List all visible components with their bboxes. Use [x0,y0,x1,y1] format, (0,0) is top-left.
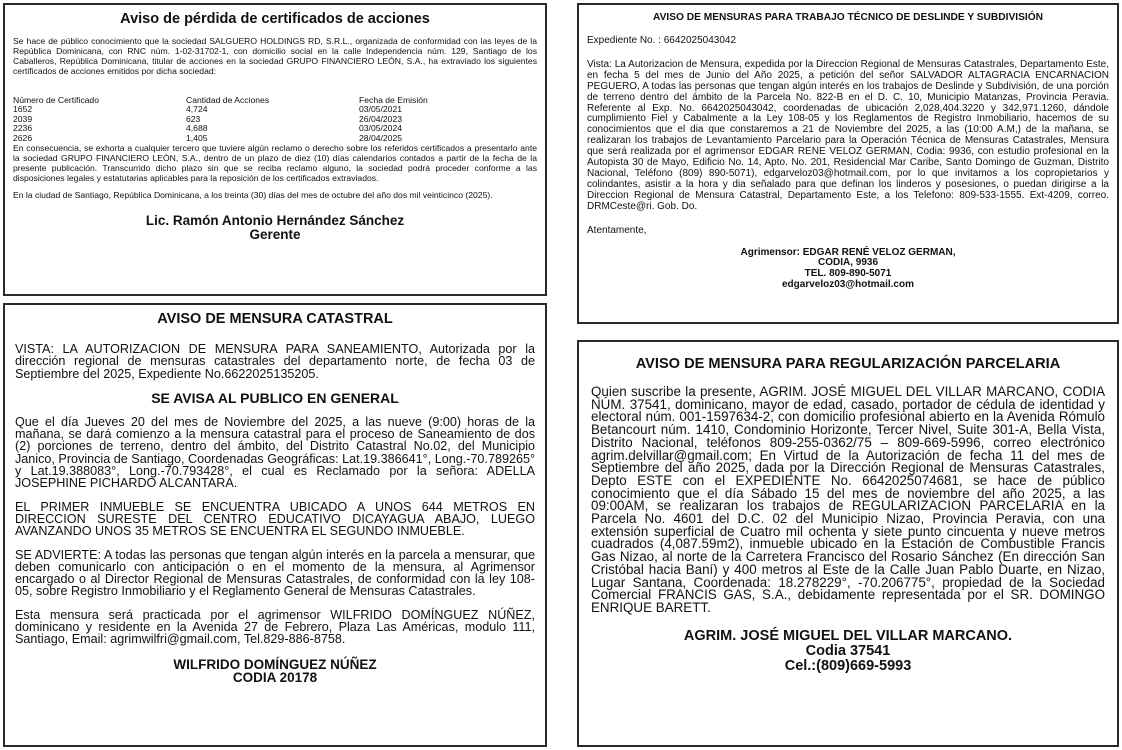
column-header: Número de Certificado [13,95,99,105]
notice-paragraph: En la ciudad de Santiago, República Dominicana, a los treinta (30) días del mes de octubre del año dos mil veinticinco (2025). [13,190,493,201]
signature-phone: Cel.:(809)669-5993 [784,657,912,674]
signature-block [15,658,535,684]
notice-title: AVISO DE MENSURAS PARA TRABAJO TÉCNICO DE DESLINDE Y SUBDIVISIÓN [652,12,1043,23]
cadastral-survey-notice [3,303,547,747]
notice-subtitle: SE AVISA AL PUBLICO EN GENERAL [151,389,399,406]
signature-block [13,214,537,242]
table-row [13,134,428,143]
deslinde-subdivision-notice [577,3,1119,324]
signature-email: edgarveloz03@hotmail.com [781,278,914,290]
notice-paragraph: Que el día Jueves 20 del mes de Noviembre del 2025, a las nueve (9:00) horas de la mañana, se dará comienzo a la mensura catastral para el proceso de Saneamiento de dos (2) porciones de terreno, dentro del ámbito, del Distrito Catastral No.02, del Municipio Janico, Provincia de Santiago, Coordenadas Geográficas: Lat.19.386641°, Long.-70.789265° y Lat.19.388083°, Long.-70.793428°, el cual es Reclamado por la señora: ADELLA JOSEPHINE PICHARDO ALCANTARA. [15,414,535,491]
column-header: Cantidad de Acciones [186,95,270,105]
certificate-loss-notice [3,3,547,296]
table-cell: 28/04/2025 [359,132,403,143]
table-cell: 4,724 [186,104,208,115]
notice-body: Quien suscribe la presente, AGRIM. JOSÉ MIGUEL DEL VILLAR MARCANO, CODIA NÚM. 37541, dominicano, mayor de edad, casado, portador de cédula de identidad y electoral núm. 001-1597634-2, con domicilio profesional abierto en la Avenida Rómulo Betancourt núm. 1410, Condominio Horizonte, Tercer Nivel, Suite 301-A, Bella Vista, Distrito Nacional, teléfonos 809-255-0362/75 – 809-669-5996, correo electrónico agrim.delvillar@gmail.com; En Virtud de la Autorización de fecha 11 del mes de Septiembre del año 2025, dada por la Dirección Regional de Mensuras Catastrales, Depto ESTE con el EXPEDIENTE No. 6642025074681, se hace de público conocimiento que el día Sábado 15 del mes de noviembre del año 2025, a las 09:00AM, se realizaran los trabajos de REGULARIZACION PARCELARIA en la Parcela No. 4601 del D.C. 02 del Municipio Nizao, Provincia Peravia, con una extensión superficial de Cuatro mil ochenta y siete punto cincuenta y nueve metros cuadrados (4,087.59m2), inmueble ubicado en la Estación de Combustible Francis Gas Nizao, al norte de la Carretera Francisco del Rosario Sánchez (En dirección San Cristóbal hacia Baní) y 400 metros al Este de la Calle Juan Pablo Duarte, en Nizao, Lugar Santana, Coordenada: 18.278229°, -70.206775°, propiedad de la Sociedad Comercial FRANCIS GAS, S.A., debidamente representada por el SR. DOMINGO ENRIQUE BARETT. [591,384,1105,615]
table-cell: 2039 [13,113,33,124]
signature-phone: TEL. 809-890-5071 [804,268,892,280]
table-cell: 1,405 [186,132,208,143]
notice-title: AVISO DE MENSURA CATASTRAL [157,311,393,327]
table-cell: 03/05/2021 [359,104,403,115]
table-cell: 2626 [13,132,33,143]
notice-paragraph: En consecuencia, se exhorta a cualquier tercero que tuviere algún reclamo o derecho sobre los referidos certificados a presentarlo ante la sociedad GRUPO FINANCIERO LEÓN, S.A., dentro de un plazo de diez (10) días calendarios contados a partir de la fecha de la presente publicación. Transcurrido dicho plazo sin que se reciba reclamo alguno, la sociedad podrá proceder conforme a las disposiciones legales y estatutarias aplicables para la reposición de los certificados extraviados. [13,143,537,184]
notice-paragraph: Esta mensura será practicada por el agrimensor WILFRIDO DOMÍNGUEZ NÚÑEZ, dominicano y residente en la Avenida 27 de Febrero, Plaza Las Américas, modulo 111, Santiago, Email: agrimwilfri@gmail.com, Tel.829-886-8758. [15,607,535,647]
notice-expediente: Expediente No. : 6642025043042 [587,35,737,46]
regularization-survey-notice [577,340,1119,747]
certificates-table [13,96,428,143]
notice-title: AVISO DE MENSURA PARA REGULARIZACIÓN PARCELARIA [635,356,1061,372]
table-cell: 03/05/2024 [359,123,403,134]
table-cell: 623 [186,113,201,124]
signature-name: WILFRIDO DOMÍNGUEZ NÚÑEZ [173,656,377,672]
notice-intro: Se hace de público conocimiento que la sociedad SALGUERO HOLDINGS RD, S.R.L., organizada de conformidad con las leyes de la República Dominicana, con RNC núm. 1-02-31702-1, con domicilio social en la calle Independencia núm. 129, Santiago de los Caballeros, República Dominicana, titular de acciones en la sociedad GRUPO FINANCIERO LEÓN, S.A., ha extraviado los siguientes certificados de acciones emitidos por dicha sociedad: [13,36,537,76]
signature-block [591,629,1105,674]
notice-closing: Atentamente, [587,224,647,236]
signature-codia: Codia 37541 [805,642,891,659]
notice-paragraph: SE ADVIERTE: A todas las personas que tengan algún interés en la parcela a mensurar, que deben comunicarlo con anticipación o en el momento de la mensura, al Agrimensor encargado o al Director Regional de Mensuras Catastrales, de conformidad con la ley 108-05, sobre Registro Inmobiliario y el Reglamento General de Mensuras Catastrales. [15,547,535,599]
table-cell: 4,688 [186,123,208,134]
column-header: Fecha de Emisión [359,95,428,105]
signature-role: Gerente [249,227,301,243]
table-cell: 26/04/2023 [359,113,403,124]
signature-codia: CODIA, 9936 [817,257,879,269]
notice-vista: Vista: La Autorizacion de Mensura, expedida por la Direccion Regional de Mensuras Catastrales, Departamento Este, en fecha 5 del mes de Junio del Año 2025, a petición del señor SALVADOR ALTAGRACIA ENCARNACION PEGUERO, A todas las personas que tengan algún interés en los trabajos de Deslinde y Subdivisión, de una porción de terreno dentro del ámbito de la Parcela No. 822-B en el D. C. 10, Municipio Matanzas, Provincia Peravia. Referente al Exp. No. 6642025043042, coordenadas de ubicación 2,028,404.3220 y 342,971.1260, dándole cumplimiento Fiel y Cabalmente a la Ley 108-05 y los Reglamentos de Registro Inmobiliario, hacemos de su conocimientos que el dia que constaremos a 21 de Noviembre del 2025, a las (10:00 A.M,) de la mañana, se realizaran los trabajos de Levantamiento Parcelario para la Operación Técnica de Mensuras Catastrales, Mensura que será realizada por el agrimensor EDGAR RENE VELOZ GERMAN, Codia: 9936, con estudio profesional en la Autopista 30 de Mayo, Edificio No. 14, Apto. No. 201, Residencial Mar Caribe, Santo Domingo de Guzman, Distrito Nacional, Teléfono (809) 890-5071), edgarveloz03@hotmail.com, por lo que invitamos a los copropietarios y colindantes, asistir a la hora y dia señalado para que definan los linderos y posesiones, o puedan dirigirse a la Direccion Regional de Mensura Catastral, Departamento Este, a los Telefono: 809-533-1555. Ext-4209, correo. DRMCeste@ri. Gob. Do. [587,58,1109,212]
table-cell: 2236 [13,123,33,134]
notice-title: Aviso de pérdida de certificados de acciones [120,11,430,27]
notice-vista: VISTA: LA AUTORIZACION DE MENSURA PARA SANEAMIENTO, Autorizada por la dirección regional de mensuras catastrales del departamento norte, de fecha 03 de Septiembre del 2025, Expediente No.6622025135205. [15,342,535,381]
signature-codia: CODIA 20178 [232,669,318,685]
signature-name: Lic. Ramón Antonio Hernández Sánchez [145,213,405,229]
notice-paragraph: EL PRIMER INMUEBLE SE ENCUENTRA UBICADO A UNOS 644 METROS EN DIRECCION SURESTE DEL CENTRO EDUCATIVO DICAYAGUA ABAJO, LUEGO AVANZANDO UNOS 35 METROS SE ENCUENTRA EL SEGUNDO INMUEBLE. [15,499,535,539]
signature-name: Agrimensor: EDGAR RENÉ VELOZ GERMAN, [740,246,956,258]
signature-name: AGRIM. JOSÉ MIGUEL DEL VILLAR MARCANO. [683,627,1013,644]
table-cell: 1652 [13,104,33,115]
signature-block [587,248,1109,291]
